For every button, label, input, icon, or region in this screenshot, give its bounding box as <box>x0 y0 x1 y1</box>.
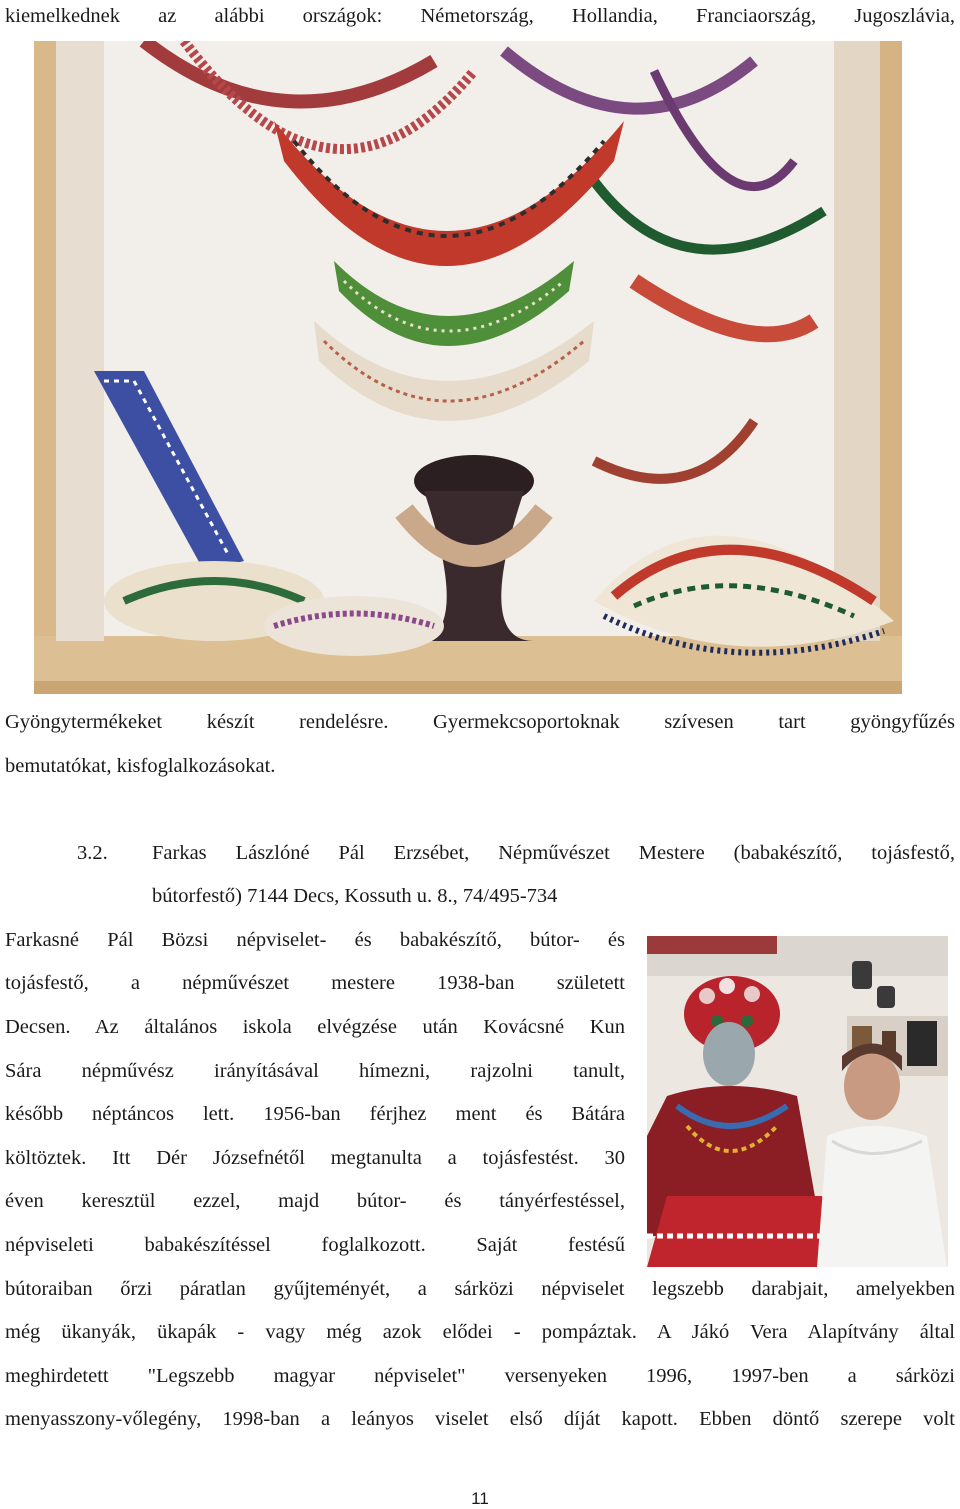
para1-line2: bemutatókat, kisfoglalkozásokat. <box>5 755 276 777</box>
bio-line9: bútoraiban őrzi páratlan gyűjteményét, a sárközi népviselet legszebb darabjait, amelyekben <box>5 1278 955 1300</box>
bio-line8: népviseleti babakészítéssel foglalkozott. Saját festésű <box>5 1234 625 1256</box>
text-line-top: kiemelkednek az alábbi országok: Németország, Hollandia, Franciaország, Jugoszlávia, <box>5 5 955 27</box>
page-number: 11 <box>471 1489 489 1508</box>
beadwork-display-illustration <box>34 41 902 694</box>
bio-line2: tojásfestő, a népművészet mestere 1938-ban született <box>5 972 625 994</box>
section-heading-line1: Farkas Lászlóné Pál Erzsébet, Népművészet Mestere (babakészítő, tojásfestő, <box>152 842 955 864</box>
folk-costume-illustration <box>647 936 948 1267</box>
bio-line1: Farkasné Pál Bözsi népviselet- és babakészítő, bútor- és <box>5 929 625 951</box>
bio-line5: később néptáncos lett. 1956-ban férjhez ment és Bátára <box>5 1103 625 1125</box>
bio-line11: meghirdetett "Legszebb magyar népviselet" versenyeken 1996, 1997-ben a sárközi <box>5 1365 955 1387</box>
bio-line7: éven keresztül ezzel, majd bútor- és tányérfestéssel, <box>5 1190 625 1212</box>
bio-line6: költöztek. Itt Dér Józsefnétől megtanulta a tojásfestést. 30 <box>5 1147 625 1169</box>
bio-line4: Sára népművész irányításával hímezni, rajzolni tanult, <box>5 1060 625 1082</box>
beadwork-display-photo <box>34 41 902 694</box>
folk-costume-photo <box>647 936 948 1267</box>
bio-line3: Decsen. Az általános iskola elvégzése után Kovácsné Kun <box>5 1016 625 1038</box>
bio-line10: még ükanyák, ükapák - vagy még azok elődei - pompáztak. A Jákó Vera Alapítvány által <box>5 1321 955 1343</box>
bio-line12: menyasszony-vőlegény, 1998-ban a leányos viselet első díját kapott. Ebben döntő szerepe volt <box>5 1408 955 1430</box>
para1-line1: Gyöngytermékeket készít rendelésre. Gyermekcsoportoknak szívesen tart gyöngyfűzés <box>5 711 955 733</box>
section-heading-line2: bútorfestő) 7144 Decs, Kossuth u. 8., 74/495-734 <box>152 885 558 907</box>
section-heading-number: 3.2. <box>77 842 108 864</box>
